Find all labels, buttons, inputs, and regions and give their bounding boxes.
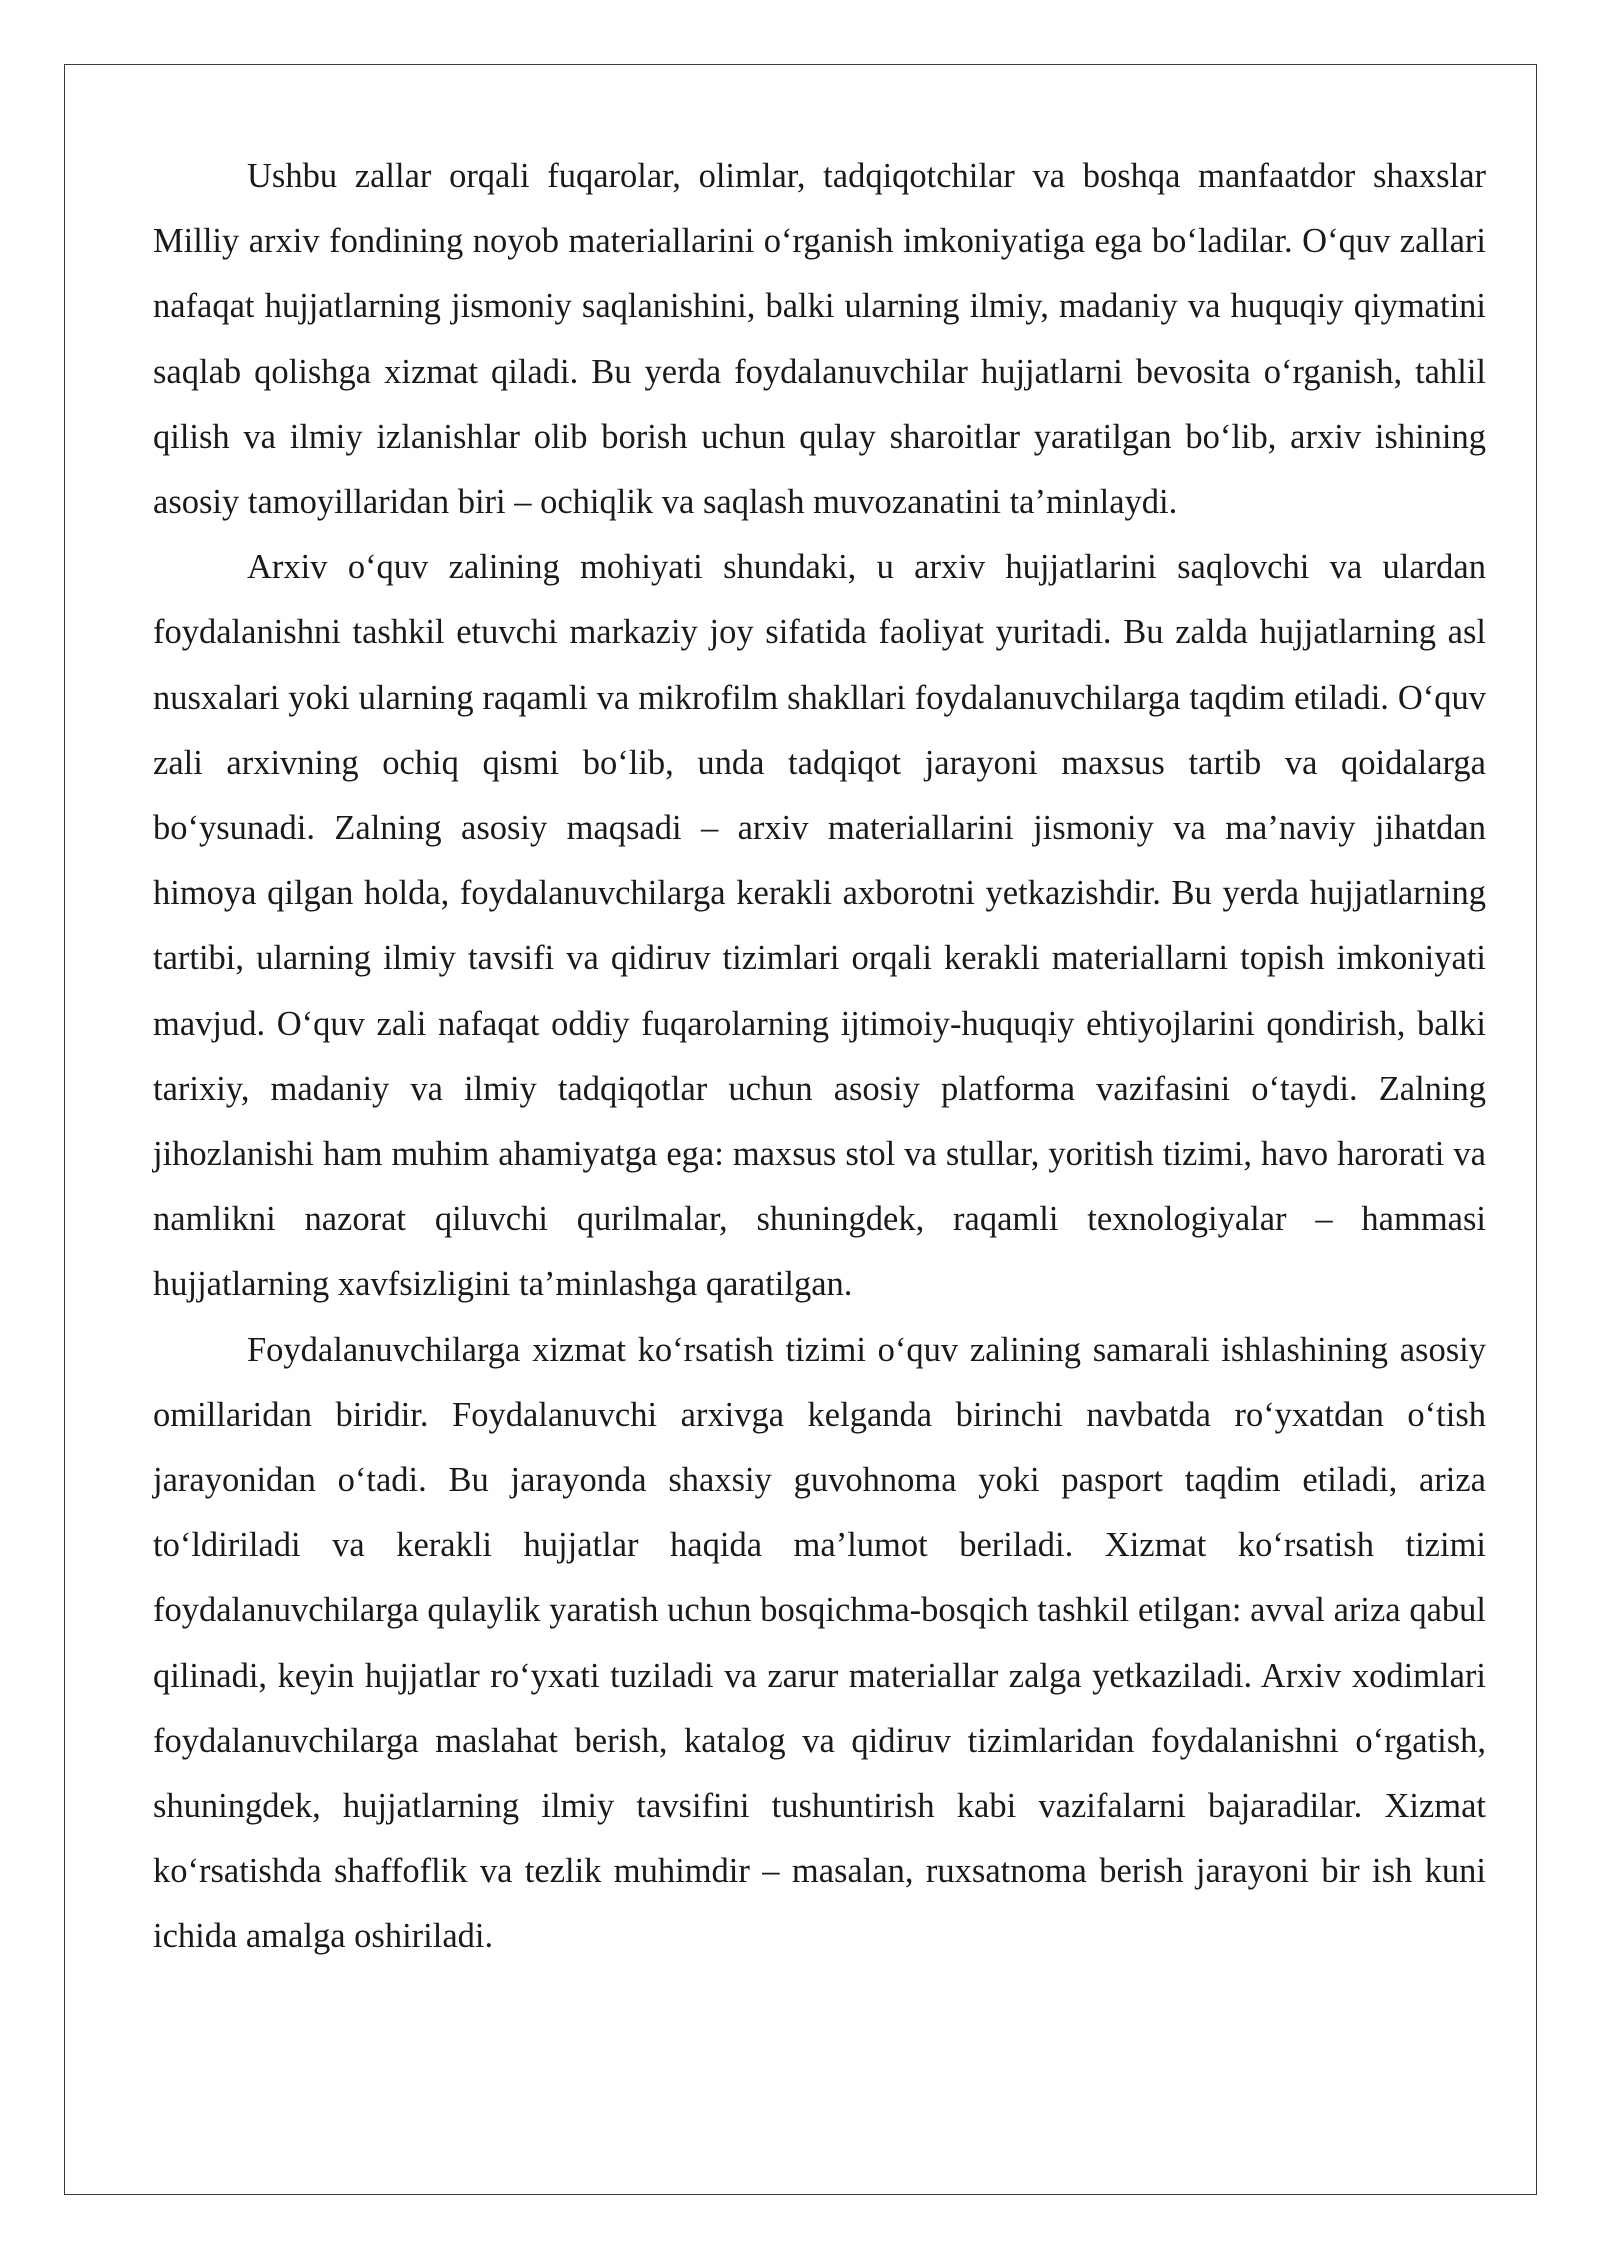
paragraph-2: Arxiv o‘quv zalining mohiyati shundaki, u arxiv hujjatlarini saqlovchi va ulardan foydalanishni tashkil etuvchi markaziy joy sifatida faoliyat yuritadi. Bu zalda hujjatlarning asl nusxalari yoki ularning raqamli va mikrofilm shakllari foydalanuvchilarga taqdim etiladi. O‘quv zali arxivning ochiq qismi bo‘lib, unda tadqiqot jarayoni maxsus tartib va qoidalarga bo‘ysunadi. Zalning asosiy maqsadi – arxiv materiallarini jismoniy va ma’naviy jihatdan himoya qilgan holda, foydalanuvchilarga kerakli axborotni yetkazishdir. Bu yerda hujjatlarning tartibi, ularning ilmiy tavsifi va qidiruv tizimlari orqali kerakli materiallarni topish imkoniyati mavjud. O‘quv zali nafaqat oddiy fuqarolarning ijtimoiy-huquqiy ehtiyojlarini qondirish, balki tarixiy, madaniy va ilmiy tadqiqotlar uchun asosiy platforma vazifasini o‘taydi. Zalning jihozlanishi ham muhim ahamiyatga ega: maxsus stol va stullar, yoritish tizimi, havo harorati va namlikni nazorat qiluvchi qurilmalar, shuningdek, raqamli texnologiyalar – hammasi hujjatlarning xavfsizligini ta’minlashga qaratilgan. — [153, 548, 1486, 1304]
paragraph-3: Foydalanuvchilarga xizmat ko‘rsatish tizimi o‘quv zalining samarali ishlashining asosiy omillaridan biridir. Foydalanuvchi arxivga kelganda birinchi navbatda ro‘yxatdan o‘tish jarayonidan o‘tadi. Bu jarayonda shaxsiy guvohnoma yoki pasport taqdim etiladi, ariza to‘ldiriladi va kerakli hujjatlar haqida ma’lumot beriladi. Xizmat ko‘rsatish tizimi foydalanuvchilarga qulaylik yaratish uchun bosqichma-bosqich tashkil etilgan: avval ariza qabul qilinadi, keyin hujjatlar ro‘yxati tuziladi va zarur materiallar zalga yetkaziladi. Arxiv xodimlari foydalanuvchilarga maslahat berish, katalog va qidiruv tizimlaridan foydalanishni o‘rgatish, shuningdek, hujjatlarning ilmiy tavsifini tushuntirish kabi vazifalarni bajaradilar. Xizmat ko‘rsatishda shaffoflik va tezlik muhimdir – masalan, ruxsatnoma berish jarayoni bir ish kuni ichida amalga oshiriladi. — [153, 1330, 1486, 1956]
paragraph-1: Ushbu zallar orqali fuqarolar, olimlar, tadqiqotchilar va boshqa manfaatdor shaxslar Milliy arxiv fondining noyob materiallarini o‘rganish imkoniyatiga ega bo‘ladilar. O‘quv zallari nafaqat hujjatlarning jismoniy saqlanishini, balki ularning ilmiy, madaniy va huquqiy qiymatini saqlab qolishga xizmat qiladi. Bu yerda foydalanuvchilar hujjatlarni bevosita o‘rganish, tahlil qilish va ilmiy izlanishlar olib borish uchun qulay sharoitlar yaratilgan bo‘lib, arxiv ishining asosiy tamoyillaridan biri – ochiqlik va saqlash muvozanatini ta’minlaydi. — [153, 157, 1486, 522]
document-body — [153, 144, 1486, 1970]
